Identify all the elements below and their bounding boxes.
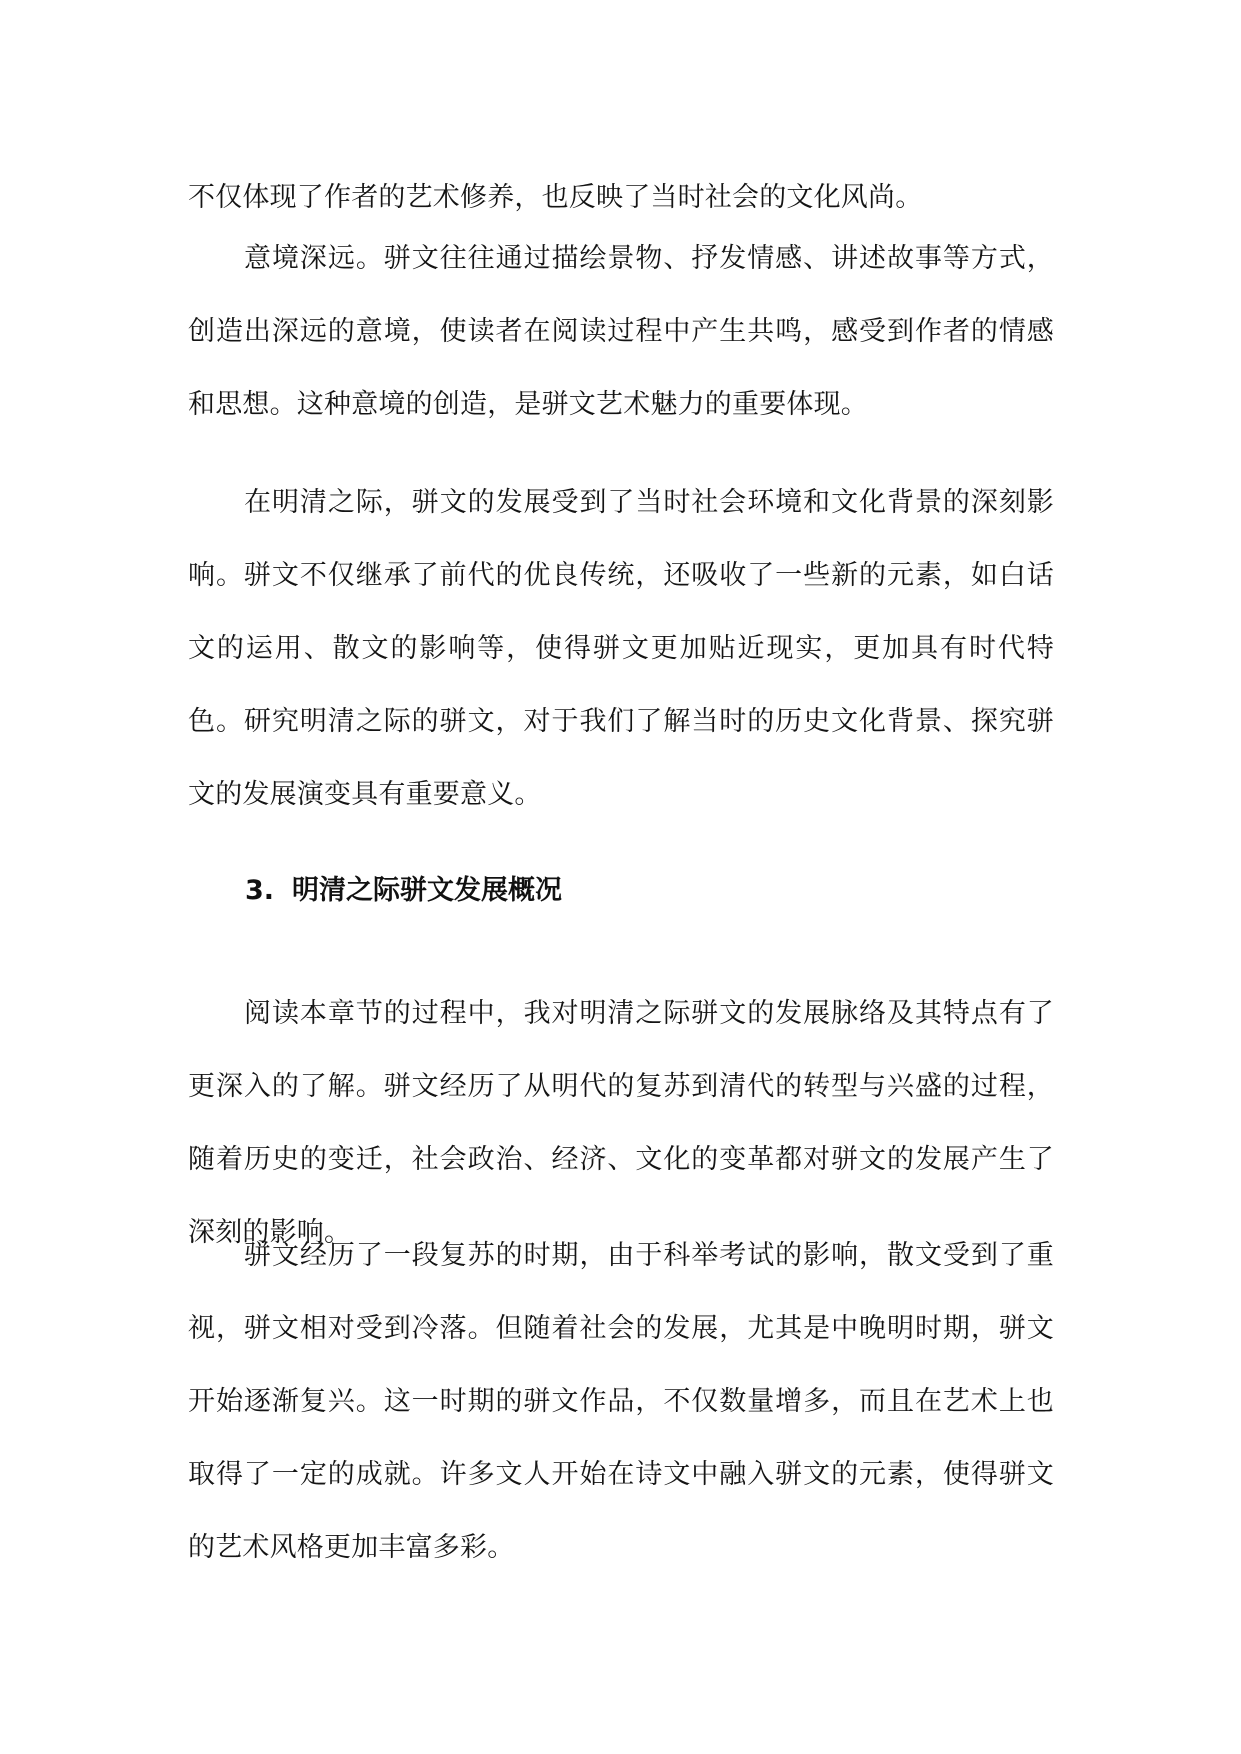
paragraph-continued: 不仅体现了作者的艺术修养，也反映了当时社会的文化风尚。 xyxy=(188,182,923,213)
section-number: 3. xyxy=(245,875,275,906)
section-title: 明清之际骈文发展概况 xyxy=(292,875,563,906)
paragraph-artistic-conception: 意境深远。骈文往往通过描绘景物、抒发情感、讲述故事等方式，创造出深远的意境，使读者在阅读过程中产生共鸣，感受到作者的情感和思想。这种意境的创造，是骈文艺术魅力的重要体现。 xyxy=(188,243,1054,420)
section-heading xyxy=(245,866,562,916)
paragraph-ming-qing-background: 在明清之际，骈文的发展受到了当时社会环境和文化背景的深刻影响。骈文不仅继承了前代的优良传统，还吸收了一些新的元素，如白话文的运用、散文的影响等，使得骈文更加贴近现实，更加具有时代特色。研究明清之际的骈文，对于我们了解当时的历史文化背景、探究骈文的发展演变具有重要意义。 xyxy=(188,487,1054,810)
paragraph-revival-period: 骈文经历了一段复苏的时期，由于科举考试的影响，散文受到了重视，骈文相对受到冷落。但随着社会的发展，尤其是中晚明时期，骈文开始逐渐复兴。这一时期的骈文作品，不仅数量增多，而且在艺术上也取得了一定的成就。许多文人开始在诗文中融入骈文的元素，使得骈文的艺术风格更加丰富多彩。 xyxy=(188,1240,1054,1563)
paragraph-chapter-reading: 阅读本章节的过程中，我对明清之际骈文的发展脉络及其特点有了更深入的了解。骈文经历了从明代的复苏到清代的转型与兴盛的过程，随着历史的变迁，社会政治、经济、文化的变革都对骈文的发展产生了深刻的影响。 xyxy=(188,998,1054,1248)
